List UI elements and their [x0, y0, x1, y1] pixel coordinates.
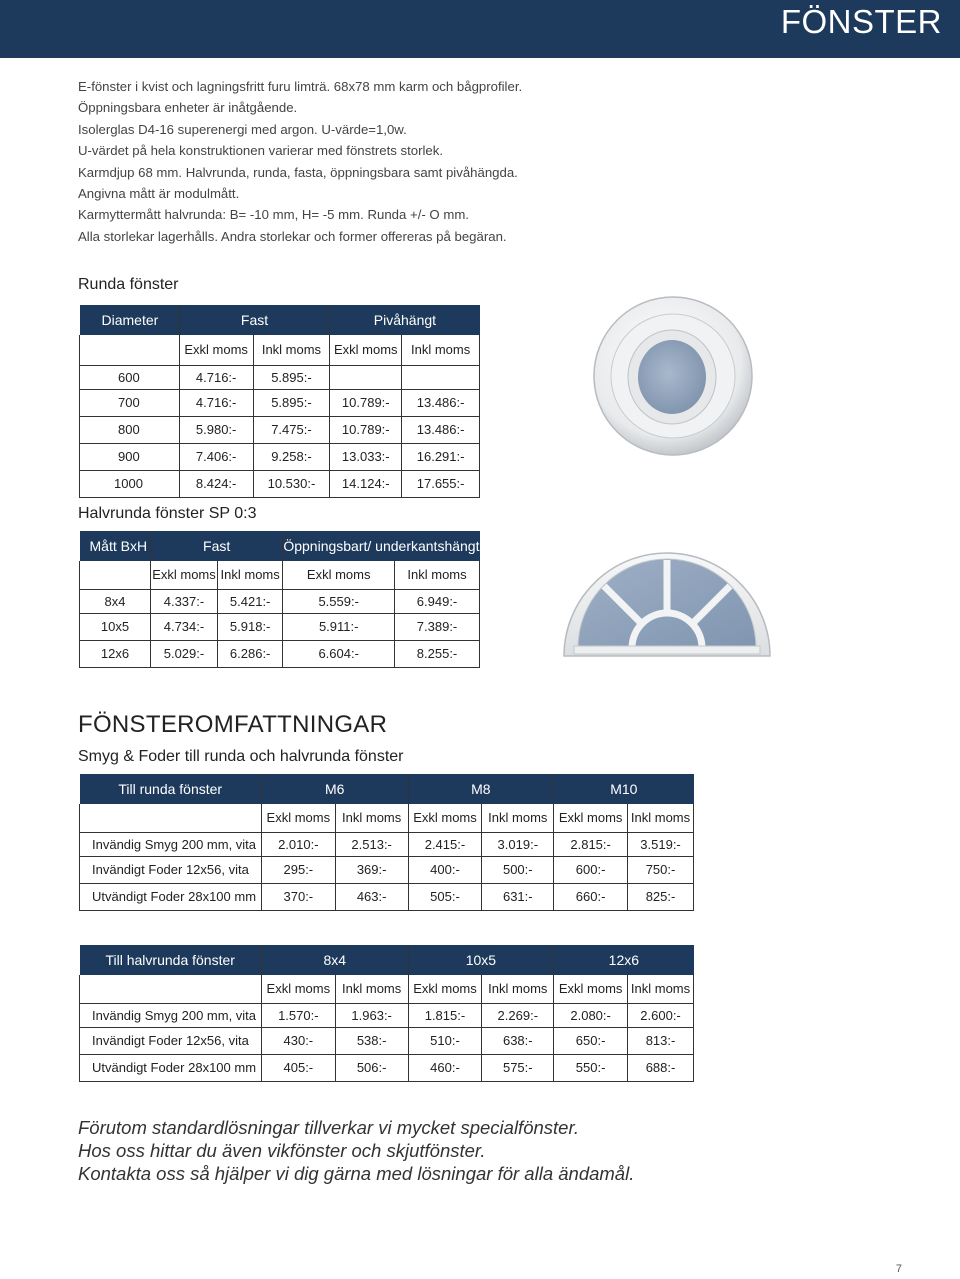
price-cell: 688:- [628, 1054, 694, 1081]
price-cell: 505:- [408, 883, 482, 910]
table-row [80, 416, 480, 443]
price-cell: 4.734:- [150, 613, 217, 640]
subheader-cell: Inkl moms [402, 335, 480, 365]
trim-table-title: Till runda fönster [80, 774, 262, 804]
round-heading: Runda fönster [78, 276, 179, 293]
table-row [80, 1027, 694, 1054]
price-cell: 6.604:- [283, 640, 395, 667]
intro-line: Karmdjup 68 mm. Halvrunda, runda, fasta, öppningsbara samt pivåhängda. [78, 164, 518, 180]
group-header: M6 [261, 774, 408, 804]
group-header: 8x4 [261, 945, 408, 975]
price-cell: 405:- [261, 1054, 335, 1081]
price-cell: 506:- [335, 1054, 408, 1081]
price-cell: 460:- [408, 1054, 482, 1081]
subheader-cell: Exkl moms [554, 804, 628, 832]
price-cell: 400:- [408, 856, 482, 883]
price-cell: 2.080:- [554, 1003, 628, 1027]
price-cell: 4.337:- [150, 589, 217, 613]
table-subheader-row [80, 804, 694, 832]
price-cell: 2.269:- [482, 1003, 554, 1027]
price-cell: 10.789:- [330, 389, 402, 416]
round-window-image [592, 295, 754, 457]
intro-line: Isolerglas D4-16 superenergi med argon. U-värde=1,0w. [78, 121, 407, 137]
price-cell: 813:- [628, 1027, 694, 1054]
price-cell: 1.815:- [408, 1003, 482, 1027]
price-cell: 13.486:- [402, 416, 480, 443]
table-row [80, 832, 694, 856]
omf-subheading: Smyg & Foder till runda och halvrunda fönster [78, 748, 404, 765]
row-label: 12x6 [80, 640, 151, 667]
price-cell: 13.486:- [402, 389, 480, 416]
intro-line: Alla storlekar lagerhålls. Andra storlekar och former offereras på begäran. [78, 228, 507, 244]
half-heading: Halvrunda fönster SP 0:3 [78, 505, 257, 522]
price-cell: 500:- [482, 856, 554, 883]
row-label: Invändigt Foder 12x56, vita [80, 856, 262, 883]
price-cell: 463:- [335, 883, 408, 910]
price-cell: 5.895:- [253, 389, 330, 416]
round-trim-table [79, 774, 694, 911]
subheader-cell: Inkl moms [628, 975, 694, 1003]
table-row [80, 470, 480, 497]
price-cell: 6.949:- [395, 589, 480, 613]
price-cell: 7.406:- [179, 443, 253, 470]
price-cell: 430:- [261, 1027, 335, 1054]
price-cell: 750:- [628, 856, 694, 883]
price-cell: 7.475:- [253, 416, 330, 443]
intro-line: E-fönster i kvist och lagningsfritt furu limträ. 68x78 mm karm och bågprofiler. [78, 79, 523, 94]
intro-line: Öppningsbara enheter är inåtgående. [78, 100, 298, 116]
row-label: 1000 [80, 470, 180, 497]
subheader-cell: Exkl moms [408, 975, 482, 1003]
table-row [80, 1054, 694, 1081]
price-cell: 2.415:- [408, 832, 482, 856]
table-row [80, 589, 480, 613]
price-cell: 575:- [482, 1054, 554, 1081]
intro-line: Angivna mått är modulmått. [78, 186, 240, 202]
price-cell: 600:- [554, 856, 628, 883]
trim-table-title: Till halvrunda fönster [80, 945, 262, 975]
price-cell: 6.286:- [217, 640, 282, 667]
price-cell: 5.918:- [217, 613, 282, 640]
table-header-row [80, 305, 480, 335]
price-cell: 14.124:- [330, 470, 402, 497]
table-row [80, 365, 480, 389]
col-header-pivot: Pivåhängt [330, 305, 480, 335]
col-header-open: Öppningsbart/ underkantshängt [283, 531, 480, 561]
price-cell: 370:- [261, 883, 335, 910]
intro-line: U-värdet på hela konstruktionen varierar med fönstrets storlek. [78, 143, 444, 159]
price-cell: 638:- [482, 1027, 554, 1054]
subheader-cell: Exkl moms [150, 561, 217, 589]
price-cell: 13.033:- [330, 443, 402, 470]
price-cell: 3.519:- [628, 832, 694, 856]
subheader-cell: Exkl moms [179, 335, 253, 365]
col-header-fast: Fast [179, 305, 330, 335]
price-cell: 5.559:- [283, 589, 395, 613]
footer-text [78, 1116, 634, 1185]
subheader-cell: Exkl moms [261, 804, 335, 832]
price-cell: 3.019:- [482, 832, 554, 856]
row-label: 8x4 [80, 589, 151, 613]
half-price-table [79, 531, 480, 668]
subheader-cell: Inkl moms [335, 975, 408, 1003]
price-cell: 10.530:- [253, 470, 330, 497]
subheader-cell: Inkl moms [628, 804, 694, 832]
table-row [80, 613, 480, 640]
price-cell: 5.911:- [283, 613, 395, 640]
subheader-cell: Inkl moms [253, 335, 330, 365]
table-header-row [80, 531, 480, 561]
page-title: FÖNSTER [780, 3, 942, 40]
row-label: 900 [80, 443, 180, 470]
price-cell: 550:- [554, 1054, 628, 1081]
price-cell: 825:- [628, 883, 694, 910]
round-price-table [79, 305, 480, 498]
intro-text [78, 76, 678, 247]
price-cell: 2.010:- [261, 832, 335, 856]
price-cell: 5.421:- [217, 589, 282, 613]
price-cell: 650:- [554, 1027, 628, 1054]
price-cell: 510:- [408, 1027, 482, 1054]
subheader-cell: Exkl moms [330, 335, 402, 365]
price-cell: 17.655:- [402, 470, 480, 497]
row-label: Invändigt Foder 12x56, vita [80, 1027, 262, 1054]
subheader-cell: Inkl moms [482, 975, 554, 1003]
price-cell: 660:- [554, 883, 628, 910]
footer-line: Kontakta oss så hjälper vi dig gärna med lösningar för alla ändamål. [78, 1163, 635, 1184]
table-row [80, 1003, 694, 1027]
table-subheader-row [80, 561, 480, 589]
price-cell [330, 365, 402, 389]
half-trim-table [79, 945, 694, 1082]
price-cell: 8.255:- [395, 640, 480, 667]
table-subheader-row [80, 335, 480, 365]
price-cell: 10.789:- [330, 416, 402, 443]
col-header-size: Mått BxH [80, 531, 151, 561]
col-header-fast: Fast [150, 531, 282, 561]
subheader-cell: Inkl moms [217, 561, 282, 589]
price-cell: 1.963:- [335, 1003, 408, 1027]
table-row [80, 640, 480, 667]
price-cell: 631:- [482, 883, 554, 910]
row-label: 600 [80, 365, 180, 389]
subheader-cell: Exkl moms [283, 561, 395, 589]
group-header: M8 [408, 774, 554, 804]
price-cell: 7.389:- [395, 613, 480, 640]
price-cell: 5.029:- [150, 640, 217, 667]
omf-heading: FÖNSTEROMFATTNINGAR [78, 711, 388, 738]
price-cell: 1.570:- [261, 1003, 335, 1027]
group-header: 12x6 [554, 945, 694, 975]
group-header: M10 [554, 774, 694, 804]
price-cell: 8.424:- [179, 470, 253, 497]
price-cell: 4.716:- [179, 365, 253, 389]
row-label: 700 [80, 389, 180, 416]
price-cell: 4.716:- [179, 389, 253, 416]
row-label: 10x5 [80, 613, 151, 640]
price-cell [402, 365, 480, 389]
subheader-cell: Exkl moms [554, 975, 628, 1003]
price-cell: 2.600:- [628, 1003, 694, 1027]
group-header: 10x5 [408, 945, 554, 975]
price-cell: 2.513:- [335, 832, 408, 856]
price-cell: 295:- [261, 856, 335, 883]
intro-line: Karmyttermått halvrunda: B= -10 mm, H= -5 mm. Runda +/- O mm. [78, 207, 469, 223]
table-row [80, 389, 480, 416]
table-row [80, 856, 694, 883]
col-header-diameter: Diameter [80, 305, 180, 335]
price-cell: 5.980:- [179, 416, 253, 443]
subheader-cell: Inkl moms [482, 804, 554, 832]
price-cell: 16.291:- [402, 443, 480, 470]
page-number: 7 [895, 1263, 902, 1275]
subheader-cell: Inkl moms [335, 804, 408, 832]
header-bar [0, 0, 960, 58]
subheader-cell: Inkl moms [395, 561, 480, 589]
table-header-row [80, 945, 694, 975]
price-cell: 538:- [335, 1027, 408, 1054]
row-label: Utvändigt Foder 28x100 mm [80, 1054, 262, 1081]
price-cell: 2.815:- [554, 832, 628, 856]
half-round-window-image [560, 540, 774, 660]
subheader-cell: Exkl moms [408, 804, 482, 832]
footer-line: Hos oss hittar du även vikfönster och skjutfönster. [78, 1140, 486, 1161]
row-label: Utvändigt Foder 28x100 mm [80, 883, 262, 910]
price-cell: 9.258:- [253, 443, 330, 470]
price-cell: 369:- [335, 856, 408, 883]
table-row [80, 883, 694, 910]
table-subheader-row [80, 975, 694, 1003]
footer-line: Förutom standardlösningar tillverkar vi mycket specialfönster. [78, 1117, 580, 1138]
price-cell: 5.895:- [253, 365, 330, 389]
row-label: Invändig Smyg 200 mm, vita [80, 1003, 262, 1027]
table-row [80, 443, 480, 470]
subheader-cell: Exkl moms [261, 975, 335, 1003]
table-header-row [80, 774, 694, 804]
row-label: Invändig Smyg 200 mm, vita [80, 832, 262, 856]
row-label: 800 [80, 416, 180, 443]
